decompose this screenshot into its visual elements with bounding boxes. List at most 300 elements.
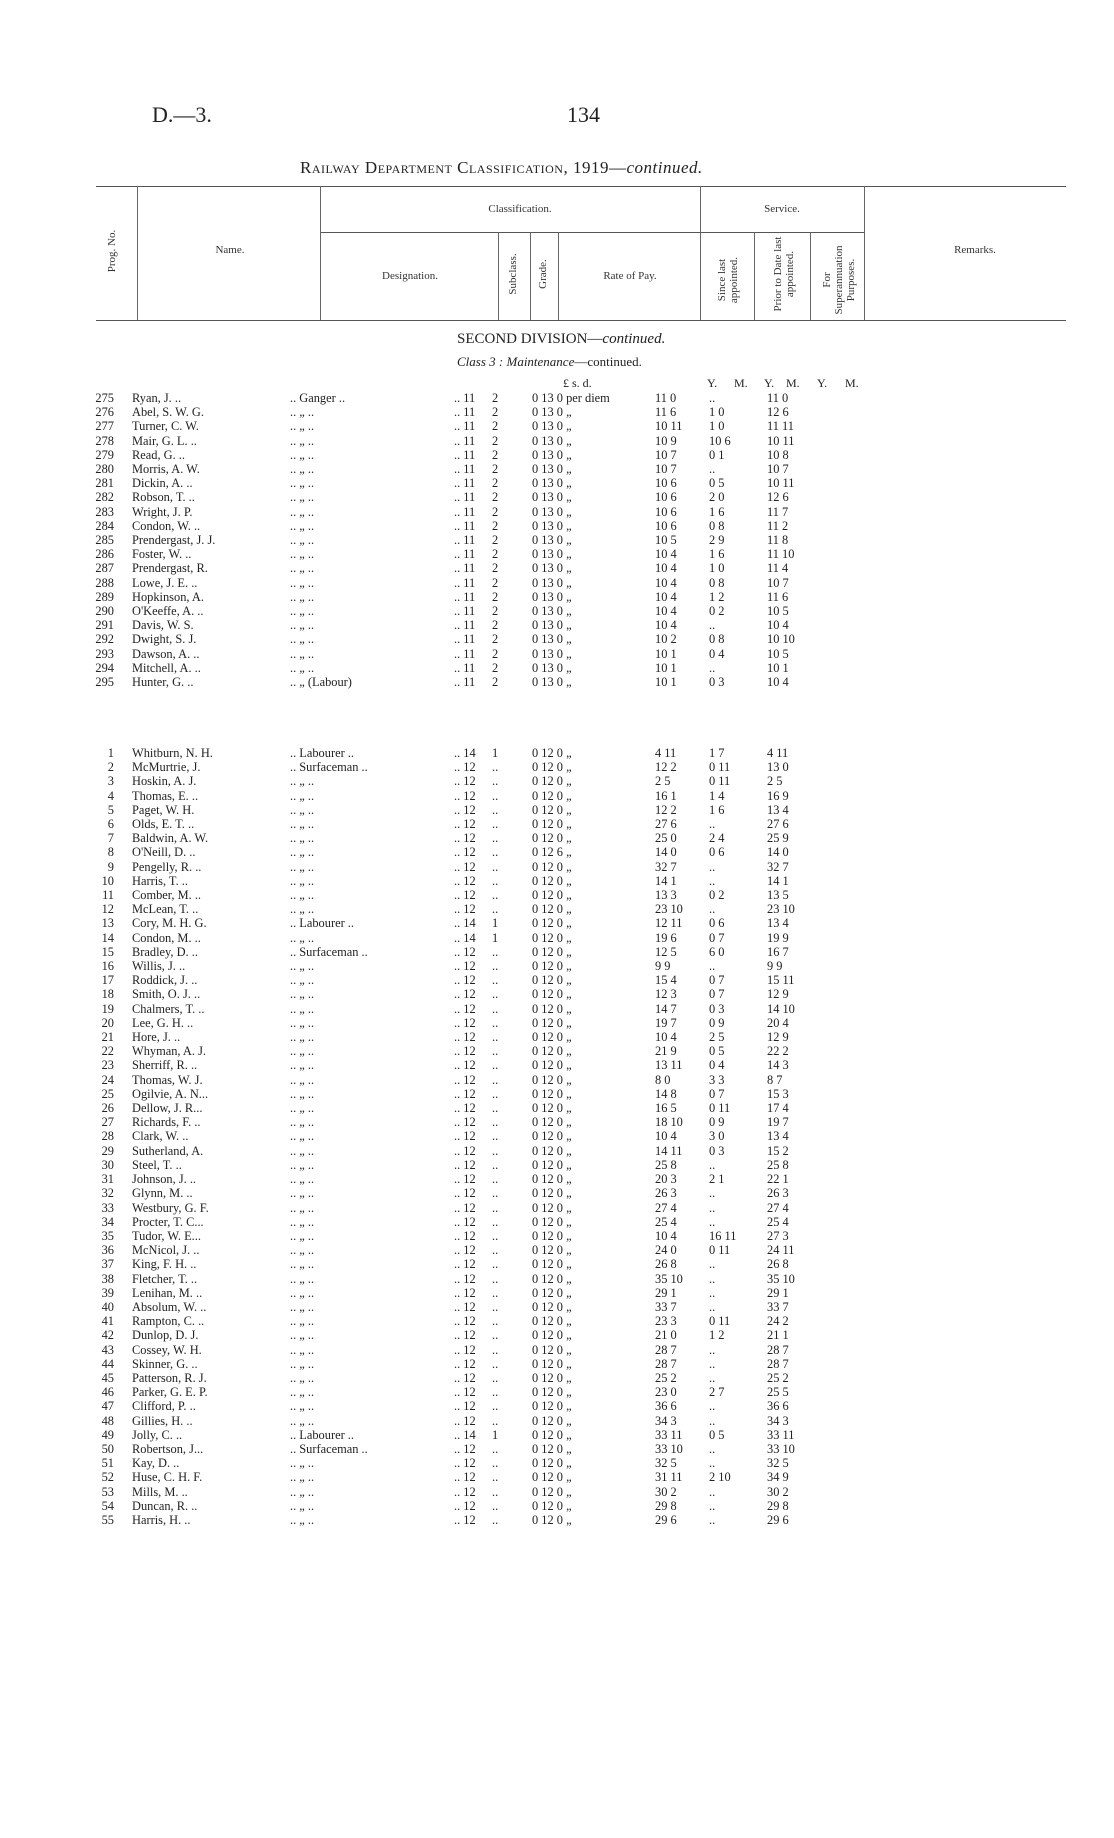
employee-name: Prendergast, R. — [132, 561, 208, 576]
service-superannuation: 25 9 — [767, 831, 789, 846]
header-since-last: Since last appointed. — [716, 256, 740, 304]
table-row — [0, 405, 827, 419]
service-prior: 0 9 — [709, 1015, 725, 1030]
col-divider — [558, 232, 559, 320]
service-prior: 1 0 — [709, 561, 725, 576]
employee-name: Thomas, W. J. — [132, 1072, 203, 1087]
grade: .. — [492, 1001, 499, 1016]
grade: .. — [492, 817, 499, 832]
designation: .. „ .. — [290, 660, 315, 675]
service-since-last: 26 3 — [655, 1186, 677, 1201]
employee-name: Robson, T. .. — [132, 490, 195, 505]
designation: .. Labourer .. — [290, 916, 354, 931]
service-since-last: 18 10 — [655, 1115, 683, 1130]
service-superannuation: 14 1 — [767, 873, 789, 888]
designation: .. „ .. — [290, 504, 315, 519]
grade: .. — [492, 1328, 499, 1343]
subclass: .. 12 — [454, 1285, 476, 1300]
employee-name: Mitchell, A. .. — [132, 660, 201, 675]
service-since-last: 10 4 — [655, 604, 677, 619]
service-superannuation: 13 0 — [767, 760, 789, 775]
grade: .. — [492, 1044, 499, 1059]
subclass: .. 12 — [454, 802, 476, 817]
service-superannuation: 35 10 — [767, 1271, 795, 1286]
rate-of-pay: 0 13 0 „ — [532, 419, 572, 434]
designation: .. „ .. — [290, 575, 315, 590]
designation: .. „ .. — [290, 1115, 315, 1130]
grade: .. — [492, 760, 499, 775]
employee-name: Abel, S. W. G. — [132, 405, 204, 420]
rate-of-pay: 0 12 0 „ — [532, 873, 572, 888]
table-row — [0, 1058, 827, 1072]
table-row — [0, 490, 827, 504]
service-since-last: 4 11 — [655, 746, 677, 760]
designation: .. „ .. — [290, 973, 315, 988]
designation: .. „ .. — [290, 774, 315, 789]
prog-no: 34 — [101, 1214, 114, 1229]
table-row — [0, 547, 827, 561]
rate-of-pay: 0 12 0 „ — [532, 1328, 572, 1343]
header-service: Service. — [764, 203, 800, 215]
service-since-last: 10 4 — [655, 547, 677, 562]
service-prior: 0 6 — [709, 916, 725, 931]
table-row — [0, 973, 827, 987]
service-since-last: 31 11 — [655, 1470, 683, 1485]
subclass: .. 12 — [454, 831, 476, 846]
service-superannuation: 28 7 — [767, 1342, 789, 1357]
prog-no: 282 — [95, 490, 114, 505]
service-since-last: 32 5 — [655, 1456, 677, 1471]
prog-no: 288 — [95, 575, 114, 590]
table-row — [0, 1073, 827, 1087]
service-superannuation: 26 8 — [767, 1257, 789, 1272]
subclass: .. 12 — [454, 1172, 476, 1187]
subclass: .. 12 — [454, 1299, 476, 1314]
service-superannuation: 9 9 — [767, 959, 783, 974]
rate-of-pay: 0 12 0 „ — [532, 1058, 572, 1073]
table-row — [0, 1499, 827, 1513]
employee-name: Whyman, A. J. — [132, 1044, 206, 1059]
service-prior: .. — [709, 1356, 716, 1371]
service-superannuation: 10 8 — [767, 447, 789, 462]
rate-of-pay: 0 12 0 „ — [532, 1143, 572, 1158]
table-row — [0, 1030, 827, 1044]
service-prior: 0 8 — [709, 632, 725, 647]
employee-name: Ogilvie, A. N... — [132, 1086, 209, 1101]
service-superannuation: 14 0 — [767, 845, 789, 860]
grade: .. — [492, 1299, 499, 1314]
class-title — [457, 354, 642, 370]
subclass: .. 14 — [454, 930, 476, 945]
service-since-last: 14 0 — [655, 845, 677, 860]
subclass: .. 12 — [454, 1328, 476, 1343]
service-prior: 0 11 — [709, 774, 731, 789]
prog-no: 24 — [101, 1072, 114, 1087]
grade: 2 — [492, 419, 499, 434]
service-prior: .. — [709, 660, 716, 675]
service-since-last: 10 4 — [655, 561, 677, 576]
employee-name: Parker, G. E. P. — [132, 1385, 208, 1400]
table-row — [0, 505, 827, 519]
prog-no: 50 — [101, 1441, 114, 1456]
service-since-last: 25 2 — [655, 1370, 677, 1385]
grade: .. — [492, 1058, 499, 1073]
employee-name: Glynn, M. .. — [132, 1186, 193, 1201]
prog-no: 281 — [95, 476, 114, 491]
designation: .. „ .. — [290, 447, 315, 462]
subclass: .. 12 — [454, 1200, 476, 1215]
employee-name: Mair, G. L. .. — [132, 433, 197, 448]
table-row — [0, 1101, 827, 1115]
service-superannuation: 22 1 — [767, 1172, 789, 1187]
table-row — [0, 604, 827, 618]
subclass: .. 11 — [454, 632, 476, 647]
service-since-last: 10 4 — [655, 1228, 677, 1243]
class-name: Maintenance — [506, 354, 575, 369]
designation: .. „ .. — [290, 618, 315, 633]
service-superannuation: 28 7 — [767, 1356, 789, 1371]
prog-no: 4 — [107, 788, 114, 803]
subclass: .. 12 — [454, 973, 476, 988]
prog-no: 5 — [107, 802, 114, 817]
table-row — [0, 632, 827, 646]
employee-name: Duncan, R. .. — [132, 1498, 198, 1513]
prog-no: 53 — [101, 1484, 114, 1499]
designation: .. „ .. — [290, 888, 315, 903]
service-superannuation: 8 7 — [767, 1072, 783, 1087]
table-row — [0, 1115, 827, 1129]
designation: .. „ .. — [290, 1285, 315, 1300]
service-since-last: 24 0 — [655, 1243, 677, 1258]
grade: .. — [492, 1200, 499, 1215]
designation: .. Ganger .. — [290, 391, 346, 405]
service-since-last: 14 8 — [655, 1086, 677, 1101]
table-row — [0, 1129, 827, 1143]
service-prior: 6 0 — [709, 944, 725, 959]
subclass: .. 12 — [454, 1370, 476, 1385]
subclass: .. 12 — [454, 1157, 476, 1172]
designation: .. „ .. — [290, 1228, 315, 1243]
prog-no: 14 — [101, 930, 114, 945]
employee-name: Sherriff, R. .. — [132, 1058, 198, 1073]
table-row — [0, 1456, 827, 1470]
employee-name: Kay, D. .. — [132, 1456, 180, 1471]
prog-no: 280 — [95, 462, 114, 477]
rate-of-pay: 0 12 0 „ — [532, 944, 572, 959]
service-superannuation: 14 3 — [767, 1058, 789, 1073]
grade: .. — [492, 1512, 499, 1527]
service-superannuation: 29 8 — [767, 1498, 789, 1513]
service-since-last: 21 0 — [655, 1328, 677, 1343]
grade: 2 — [492, 547, 499, 562]
table-row — [0, 1314, 827, 1328]
prog-no: 1 — [107, 746, 114, 760]
service-since-last: 26 8 — [655, 1257, 677, 1272]
employee-name: Dawson, A. .. — [132, 646, 200, 661]
rate-of-pay: 0 12 0 „ — [532, 987, 572, 1002]
employee-name: King, F. H. .. — [132, 1257, 197, 1272]
service-since-last: 33 10 — [655, 1441, 683, 1456]
grade: .. — [492, 1413, 499, 1428]
service-superannuation: 10 5 — [767, 646, 789, 661]
grade: 2 — [492, 589, 499, 604]
designation: .. „ .. — [290, 1257, 315, 1272]
rate-of-pay: 0 12 0 „ — [532, 1484, 572, 1499]
service-prior: .. — [709, 391, 716, 405]
service-prior: 1 0 — [709, 405, 725, 420]
service-prior: 10 6 — [709, 433, 731, 448]
employee-name: Skinner, G. .. — [132, 1356, 198, 1371]
service-since-last: 10 4 — [655, 589, 677, 604]
employee-name: Turner, C. W. — [132, 419, 199, 434]
header-for-superannuation: For Superannuation Purposes. — [821, 245, 857, 315]
service-superannuation: 33 11 — [767, 1427, 795, 1442]
prog-no: 36 — [101, 1243, 114, 1258]
service-superannuation: 10 4 — [767, 675, 789, 690]
service-since-last: 36 6 — [655, 1399, 677, 1414]
subclass: .. 11 — [454, 589, 476, 604]
rate-of-pay: 0 12 6 „ — [532, 845, 572, 860]
rate-of-pay: 0 13 0 „ — [532, 618, 572, 633]
rate-of-pay: 0 12 0 „ — [532, 930, 572, 945]
grade: 2 — [492, 490, 499, 505]
service-since-last: 23 3 — [655, 1314, 677, 1329]
service-superannuation: 25 2 — [767, 1370, 789, 1385]
service-superannuation: 16 7 — [767, 944, 789, 959]
designation: .. „ (Labour) — [290, 675, 352, 690]
service-prior: .. — [709, 1484, 716, 1499]
prog-no: 6 — [107, 817, 114, 832]
designation: .. „ .. — [290, 419, 315, 434]
service-prior: 16 11 — [709, 1228, 737, 1243]
prog-no: 43 — [101, 1342, 114, 1357]
table-row — [0, 1343, 827, 1357]
service-prior: .. — [709, 1200, 716, 1215]
service-superannuation: 11 8 — [767, 533, 789, 548]
table-row — [0, 902, 827, 916]
designation: .. „ .. — [290, 533, 315, 548]
rate-of-pay: 0 12 0 „ — [532, 1101, 572, 1116]
employee-name: Lowe, J. E. .. — [132, 575, 198, 590]
service-superannuation: 30 2 — [767, 1484, 789, 1499]
rate-of-pay: 0 13 0 „ — [532, 660, 572, 675]
table-row — [0, 1286, 827, 1300]
designation: .. „ .. — [290, 802, 315, 817]
service-superannuation: 22 2 — [767, 1044, 789, 1059]
grade: .. — [492, 1101, 499, 1116]
service-superannuation: 11 7 — [767, 504, 789, 519]
subclass: .. 11 — [454, 646, 476, 661]
service-since-last: 10 7 — [655, 462, 677, 477]
service-since-last: 10 1 — [655, 646, 677, 661]
designation: .. „ .. — [290, 1143, 315, 1158]
table-row — [0, 1158, 827, 1172]
subclass: .. 12 — [454, 1441, 476, 1456]
designation: .. „ .. — [290, 831, 315, 846]
service-since-last: 33 7 — [655, 1299, 677, 1314]
rate-of-pay: 0 12 0 „ — [532, 1086, 572, 1101]
prog-no: 37 — [101, 1257, 114, 1272]
header-bottom-rule — [96, 320, 1066, 321]
service-prior: 0 4 — [709, 646, 725, 661]
prog-no: 55 — [101, 1512, 114, 1527]
grade: 1 — [492, 746, 499, 760]
service-prior: .. — [709, 462, 716, 477]
prog-no: 46 — [101, 1385, 114, 1400]
rate-of-pay: 0 13 0 „ — [532, 561, 572, 576]
service-since-last: 12 2 — [655, 760, 677, 775]
designation: .. Surfaceman .. — [290, 1441, 368, 1456]
service-since-last: 13 3 — [655, 888, 677, 903]
service-superannuation: 24 2 — [767, 1314, 789, 1329]
subclass: .. 12 — [454, 774, 476, 789]
service-since-last: 16 1 — [655, 788, 677, 803]
subclass: .. 12 — [454, 1512, 476, 1527]
employee-name: Gillies, H. .. — [132, 1413, 193, 1428]
subclass: .. 12 — [454, 1356, 476, 1371]
designation: .. Surfaceman .. — [290, 760, 368, 775]
rate-of-pay: 0 12 0 „ — [532, 1413, 572, 1428]
service-superannuation: 32 5 — [767, 1456, 789, 1471]
service-prior: .. — [709, 873, 716, 888]
designation: .. „ .. — [290, 1328, 315, 1343]
service-since-last: 10 2 — [655, 632, 677, 647]
service-since-last: 29 1 — [655, 1285, 677, 1300]
service-since-last: 10 4 — [655, 1129, 677, 1144]
prog-no: 28 — [101, 1129, 114, 1144]
designation: .. „ .. — [290, 1086, 315, 1101]
prog-no: 8 — [107, 845, 114, 860]
service-since-last: 15 4 — [655, 973, 677, 988]
rate-of-pay: 0 12 0 „ — [532, 1370, 572, 1385]
service-since-last: 10 6 — [655, 476, 677, 491]
service-superannuation: 26 3 — [767, 1186, 789, 1201]
service-since-last: 35 10 — [655, 1271, 683, 1286]
prog-no: 2 — [107, 760, 114, 775]
subclass: .. 12 — [454, 873, 476, 888]
table-row — [0, 774, 827, 788]
prog-no: 292 — [95, 632, 114, 647]
grade: .. — [492, 845, 499, 860]
table-row — [0, 1243, 827, 1257]
table-row — [0, 1044, 827, 1058]
designation: .. „ .. — [290, 646, 315, 661]
service-superannuation: 32 7 — [767, 859, 789, 874]
prog-no: 17 — [101, 973, 114, 988]
employee-name: Westbury, G. F. — [132, 1200, 209, 1215]
rate-of-pay: 0 13 0 „ — [532, 547, 572, 562]
service-since-last: 10 11 — [655, 419, 683, 434]
subclass: .. 12 — [454, 1101, 476, 1116]
designation: .. „ .. — [290, 1186, 315, 1201]
service-prior: 1 6 — [709, 547, 725, 562]
grade: .. — [492, 902, 499, 917]
service-prior: .. — [709, 1441, 716, 1456]
service-since-last: 30 2 — [655, 1484, 677, 1499]
service-superannuation: 33 7 — [767, 1299, 789, 1314]
rate-of-pay: 0 12 0 „ — [532, 1072, 572, 1087]
grade: .. — [492, 1186, 499, 1201]
employee-name: Davis, W. S. — [132, 618, 194, 633]
service-since-last: 23 10 — [655, 902, 683, 917]
subclass: .. 11 — [454, 660, 476, 675]
service-superannuation: 11 6 — [767, 589, 789, 604]
unit-m: M. — [845, 376, 859, 390]
employee-name: Ryan, J. .. — [132, 391, 182, 405]
grade: .. — [492, 1228, 499, 1243]
service-superannuation: 11 2 — [767, 518, 789, 533]
employee-name: Morris, A. W. — [132, 462, 200, 477]
employee-name: O'Keeffe, A. .. — [132, 604, 204, 619]
service-prior: 0 11 — [709, 1101, 731, 1116]
service-since-last: 10 6 — [655, 504, 677, 519]
service-since-last: 10 7 — [655, 447, 677, 462]
subclass: .. 11 — [454, 447, 476, 462]
service-superannuation: 24 11 — [767, 1243, 795, 1258]
prog-no: 283 — [95, 504, 114, 519]
employee-name: McMurtrie, J. — [132, 760, 201, 775]
designation: .. „ .. — [290, 476, 315, 491]
employee-name: Hore, J. .. — [132, 1030, 181, 1045]
service-prior: .. — [709, 1512, 716, 1527]
designation: .. „ .. — [290, 1299, 315, 1314]
service-since-last: 12 3 — [655, 987, 677, 1002]
service-superannuation: 34 9 — [767, 1470, 789, 1485]
service-since-last: 10 9 — [655, 433, 677, 448]
table-row — [0, 1399, 827, 1413]
rate-of-pay: 0 12 0 „ — [532, 959, 572, 974]
rate-of-pay: 0 12 0 „ — [532, 1115, 572, 1130]
service-since-last: 14 7 — [655, 1001, 677, 1016]
designation: .. „ .. — [290, 1512, 315, 1527]
service-superannuation: 20 4 — [767, 1015, 789, 1030]
subclass: .. 12 — [454, 859, 476, 874]
table-row — [0, 959, 827, 973]
designation: .. „ .. — [290, 433, 315, 448]
employee-name: Dunlop, D. J. — [132, 1328, 199, 1343]
service-since-last: 2 5 — [655, 774, 671, 789]
table-row — [0, 590, 827, 604]
prog-no: 287 — [95, 561, 114, 576]
grade: .. — [492, 1441, 499, 1456]
table-row — [0, 519, 827, 533]
designation: .. Labourer .. — [290, 1427, 354, 1442]
service-prior: 1 7 — [709, 746, 725, 760]
service-since-last: 10 6 — [655, 490, 677, 505]
service-prior: .. — [709, 1399, 716, 1414]
service-prior: 1 6 — [709, 802, 725, 817]
service-prior: 1 0 — [709, 419, 725, 434]
rate-of-pay: 0 12 0 „ — [532, 1356, 572, 1371]
grade: 1 — [492, 1427, 499, 1442]
rate-of-pay: 0 12 0 „ — [532, 1030, 572, 1045]
service-prior: 2 1 — [709, 1172, 725, 1187]
service-since-last: 25 0 — [655, 831, 677, 846]
service-superannuation: 10 7 — [767, 462, 789, 477]
table-row — [0, 945, 827, 959]
grade: .. — [492, 1072, 499, 1087]
subclass: .. 12 — [454, 1498, 476, 1513]
service-since-last: 10 4 — [655, 575, 677, 590]
employee-name: Bradley, D. .. — [132, 944, 198, 959]
page-title-text: Railway Department Classification, 1919— — [300, 158, 627, 177]
rate-of-pay: 0 12 0 „ — [532, 1044, 572, 1059]
employee-name: Dwight, S. J. — [132, 632, 197, 647]
grade: 2 — [492, 462, 499, 477]
prog-no: 42 — [101, 1328, 114, 1343]
table-row — [0, 434, 827, 448]
service-prior: 0 5 — [709, 1044, 725, 1059]
